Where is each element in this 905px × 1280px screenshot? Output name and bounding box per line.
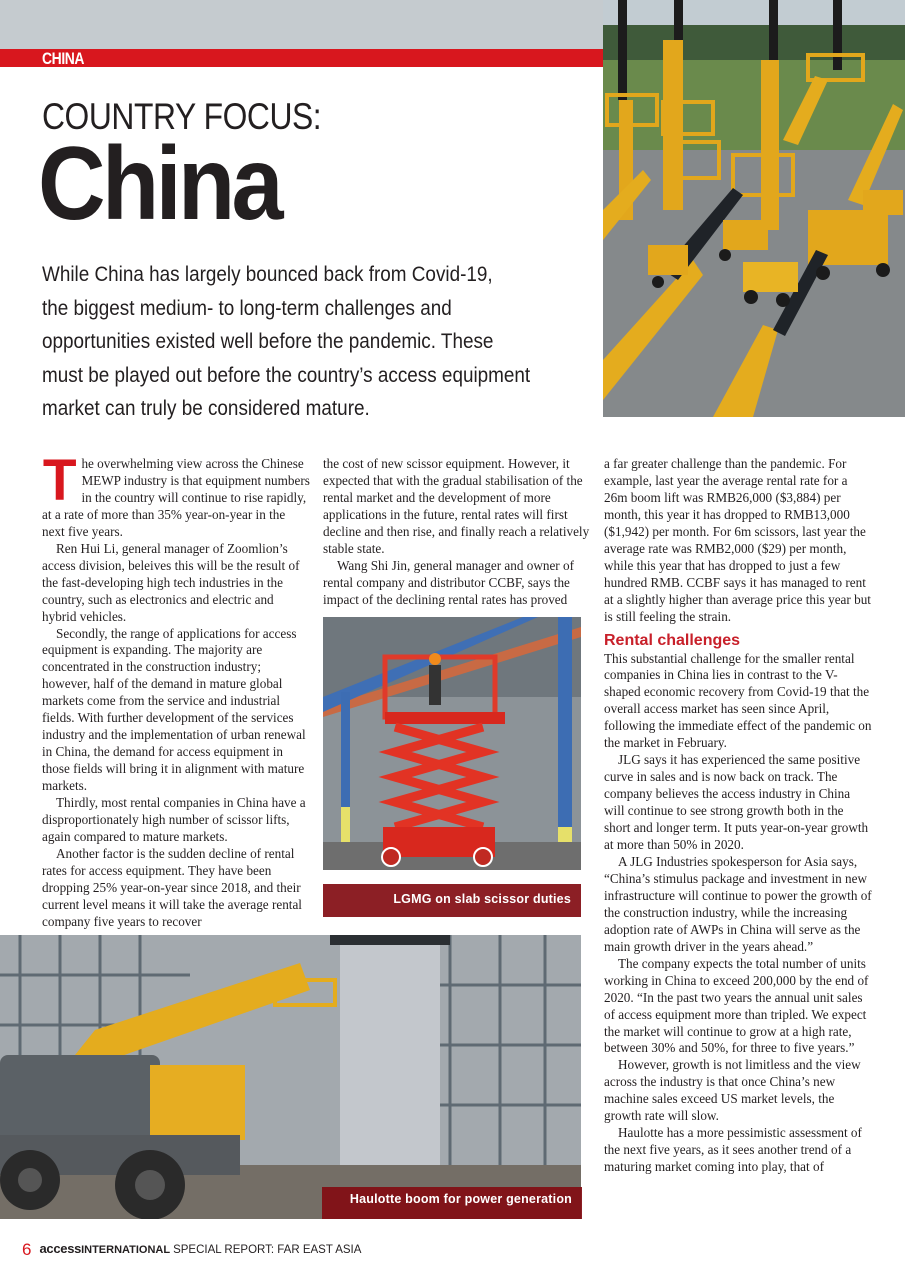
- publication-section: SPECIAL REPORT: FAR EAST ASIA: [173, 1244, 362, 1256]
- section-red-band: [0, 49, 603, 67]
- section-tag: CHINA: [42, 49, 85, 68]
- article-column-1: [42, 448, 310, 931]
- publication-logo-part2: INTERNATIONAL: [81, 1244, 171, 1256]
- section-subheading: Rental challenges: [604, 631, 741, 649]
- article-paragraph: Wang Shi Jin, general manager and owner of rental company and distributor CCBF, says the impact of the declining rental rates has proved: [323, 557, 574, 607]
- article-paragraph: Secondly, the range of applications for access equipment is expanding. The majority are concentrated in the construction industry; however, half of the demand in mature global markets come from the service and industrial fields. With further development of the services industry and the implementation of urban renewal in China, the demand for access equipment in those fields will bring it in alignment with mature markets.: [42, 625, 306, 794]
- standfirst-line: the biggest medium- to long-term challenges and: [42, 296, 452, 320]
- standfirst-line: opportunities existed well before the pandemic. These: [42, 330, 494, 353]
- photo-caption: LGMG on slab scissor duties: [323, 884, 581, 917]
- page-number: 6: [22, 1240, 32, 1259]
- standfirst-line: must be played out before the country’s access equipment: [42, 363, 531, 387]
- page-footer: [22, 1240, 361, 1260]
- standfirst: [42, 258, 602, 426]
- standfirst-line: While China has largely bounced back from Covid-19,: [42, 263, 493, 286]
- article-paragraph: Haulotte has a more pessimistic assessment of the next five years, as it sees another trend of a maturing market coming into play, that of: [604, 1125, 862, 1175]
- drop-cap: T: [42, 448, 77, 513]
- article-column-3: [604, 456, 872, 1176]
- article-paragraph: A JLG Industries spokesperson for Asia says, “China’s stimulus package and investment in new infrastructure will continue to power the growth of the construction industry, while the increasing adoption rate of AWPs in China will serve as the main growth driver in the years ahead.”: [604, 853, 872, 954]
- article-paragraph: the cost of new scissor equipment. However, it expected that with the gradual stabilisation of the rental market and the development of more applications in the future, rental rates will first decline and then rise, and finally reach a relatively stable state.: [323, 456, 590, 556]
- lgmg-scissor-lift-photo: [323, 617, 581, 870]
- article-paragraph: JLG says it has experienced the same positive curve in sales and is now back on track. The company believes the access industry in China will continue to see strong growth both in the short and longer term. It puts year-on-year growth at more than 50% in 2020.: [604, 752, 869, 853]
- article-paragraph: Another factor is the sudden decline of rental rates for access equipment. They have been dropping 25% year-on-year since 2018, and their current level means it will take the average rental company five years to recover: [42, 845, 302, 929]
- header-grey-band: [0, 0, 603, 49]
- page-title: China: [38, 126, 281, 242]
- standfirst-line: market can truly be considered mature.: [42, 397, 370, 420]
- article-paragraph: Ren Hui Li, general manager of Zoomlion’s access division, beleives this will be the result of the fast-developing high tech industries in the country, such as electronics and electric and hybrid vehicles.: [42, 540, 300, 624]
- article-paragraph: However, growth is not limitless and the view across the industry is that once China’s new machine sales exceed US market levels, the growth rate will slow.: [604, 1057, 861, 1124]
- headline-kicker: COUNTRY FOCUS:: [42, 96, 322, 137]
- article-paragraph: This substantial challenge for the smaller rental companies in China lies in contrast to the V-shaped economic recovery from Covid-19 that the overall access market has seen since April, following the immediate effect of the pandemic on the market in February.: [604, 650, 872, 751]
- xcmg-boom-lifts-photo: [603, 0, 905, 417]
- article-paragraph: a far greater challenge than the pandemic. For example, last year the average rental rate for a 26m boom lift was RMB26,000 ($3,884) per month, this year it has dropped to RMB13,000 ($1,942) per month. For 6m scissors, last year the average rate was RMB2,000 ($29) per month, while this year that has dropped to just a few hundred RMB. CCBF says it has managed to rent at a slightly higher than average price this year but is still feeling the strain.: [604, 456, 871, 624]
- article-paragraph: Thirdly, most rental companies in China have a disproportionately high number of scissor lifts, again compared to mature markets.: [42, 795, 306, 844]
- article-column-2: [323, 456, 591, 609]
- article-paragraph: The overwhelming view across the Chinese MEWP industry is that equipment numbers in the country will continue to rise rapidly, at a rate of more than 35% year-on-year in the next five years.: [42, 448, 310, 539]
- photo-caption: Haulotte boom for power generation: [322, 1187, 582, 1219]
- article-paragraph: The company expects the total number of units working in China to exceed 200,000 by the end of 2020. “In the past two years the annual unit sales of access equipment more than tripled. We expect the market will continue to grow at a high rate, between 30% and 50%, for three to five years.”: [604, 955, 869, 1056]
- haulotte-boom-photo: [0, 935, 581, 1219]
- publication-logo-part1: access: [39, 1241, 82, 1256]
